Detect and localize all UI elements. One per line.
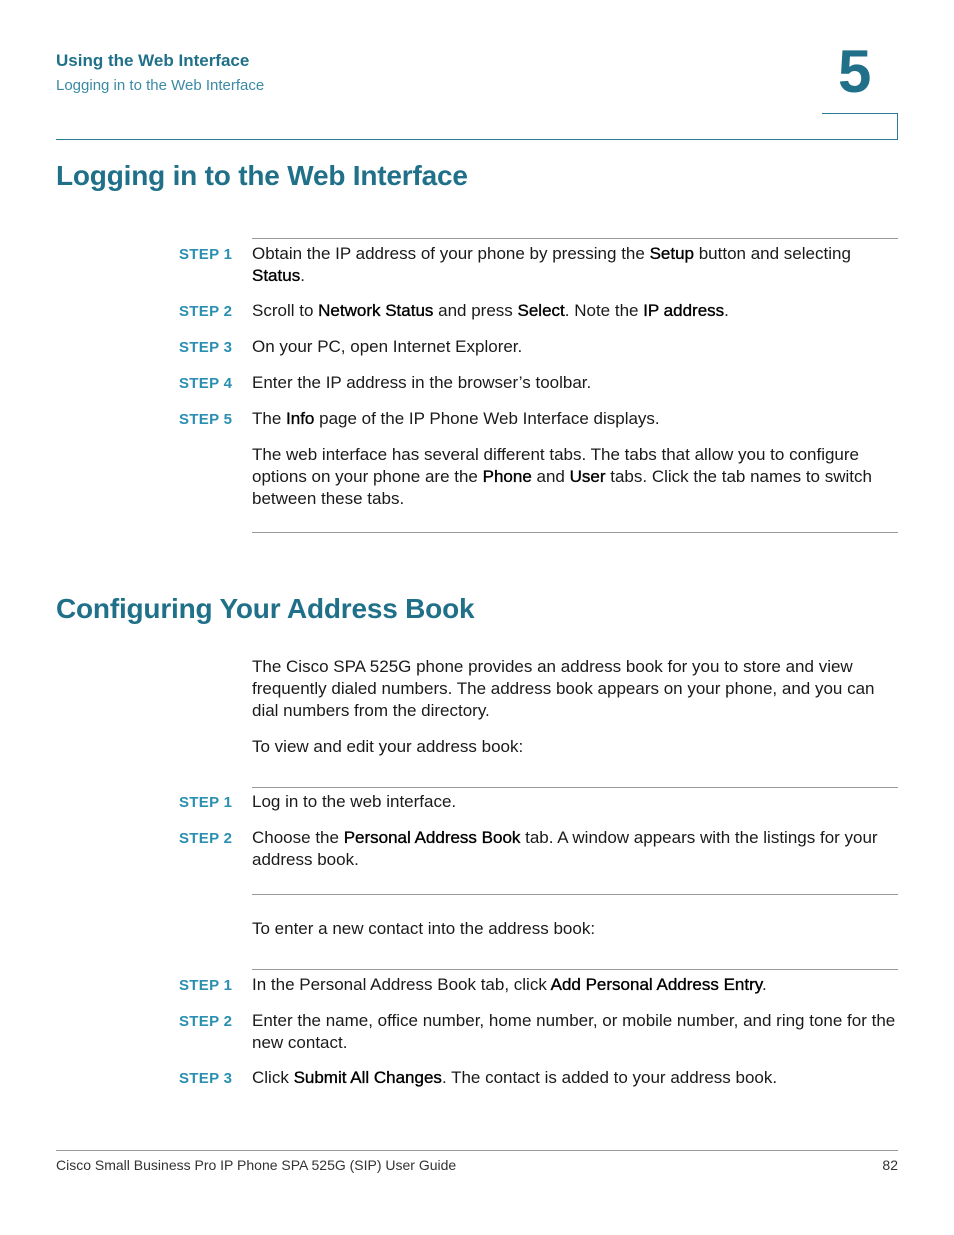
step-text: Choose the Personal Address Book tab. A window appears with the listings for your address book. xyxy=(252,828,878,869)
section-title-logging-in: Logging in to the Web Interface xyxy=(56,160,468,191)
step-label: STEP 4 xyxy=(179,375,233,392)
chapter-box xyxy=(822,113,898,140)
chapter-number: 5 xyxy=(838,38,872,105)
steps-divider xyxy=(252,787,898,788)
page-number: 82 xyxy=(882,1157,898,1173)
footer-divider xyxy=(56,1150,898,1151)
step-label: STEP 5 xyxy=(179,411,233,428)
step-text: On your PC, open Internet Explorer. xyxy=(252,337,523,356)
add-intro-paragraph: To enter a new contact into the address book: xyxy=(252,919,596,938)
step-label: STEP 3 xyxy=(179,339,233,356)
step-text: In the Personal Address Book tab, click Add Personal Address Entry. xyxy=(252,975,767,994)
step-label: STEP 1 xyxy=(179,246,233,263)
step-text: Log in to the web interface. xyxy=(252,792,457,811)
step-text: The Info page of the IP Phone Web Interface displays. xyxy=(252,409,660,428)
steps-divider xyxy=(252,532,898,533)
view-intro-paragraph: To view and edit your address book: xyxy=(252,737,524,756)
step-label: STEP 3 xyxy=(179,1070,233,1087)
steps-divider xyxy=(252,969,898,970)
running-header-title: Using the Web Interface xyxy=(56,51,250,70)
step-label: STEP 2 xyxy=(179,1013,233,1030)
step-label: STEP 2 xyxy=(179,303,233,320)
steps-divider xyxy=(252,894,898,895)
step-text: Enter the IP address in the browser’s toolbar. xyxy=(252,373,592,392)
step-label: STEP 1 xyxy=(179,977,233,994)
footer-guide-title: Cisco Small Business Pro IP Phone SPA 525G (SIP) User Guide xyxy=(56,1157,457,1173)
step-note: The web interface has several different tabs. The tabs that allow you to configure options on your phone are the Phone and User tabs. Click the tab names to switch between these tabs. xyxy=(252,445,872,508)
steps-divider xyxy=(252,238,898,239)
step-text: Click Submit All Changes. The contact is added to your address book. xyxy=(252,1068,778,1087)
step-text: Enter the name, office number, home number, or mobile number, and ring tone for the new contact. xyxy=(252,1011,896,1052)
step-text: Scroll to Network Status and press Select. Note the IP address. xyxy=(252,301,729,320)
step-label: STEP 2 xyxy=(179,830,233,847)
running-header-subtitle: Logging in to the Web Interface xyxy=(56,77,265,94)
header-divider xyxy=(56,139,898,140)
step-text: Obtain the IP address of your phone by pressing the Setup button and selecting Status. xyxy=(252,244,851,285)
section-title-address-book: Configuring Your Address Book xyxy=(56,593,475,624)
step-label: STEP 1 xyxy=(179,794,233,811)
intro-paragraph: The Cisco SPA 525G phone provides an address book for you to store and view frequently dialed numbers. The address book appears on your phone, and you can dial numbers from the directory. xyxy=(252,657,875,720)
